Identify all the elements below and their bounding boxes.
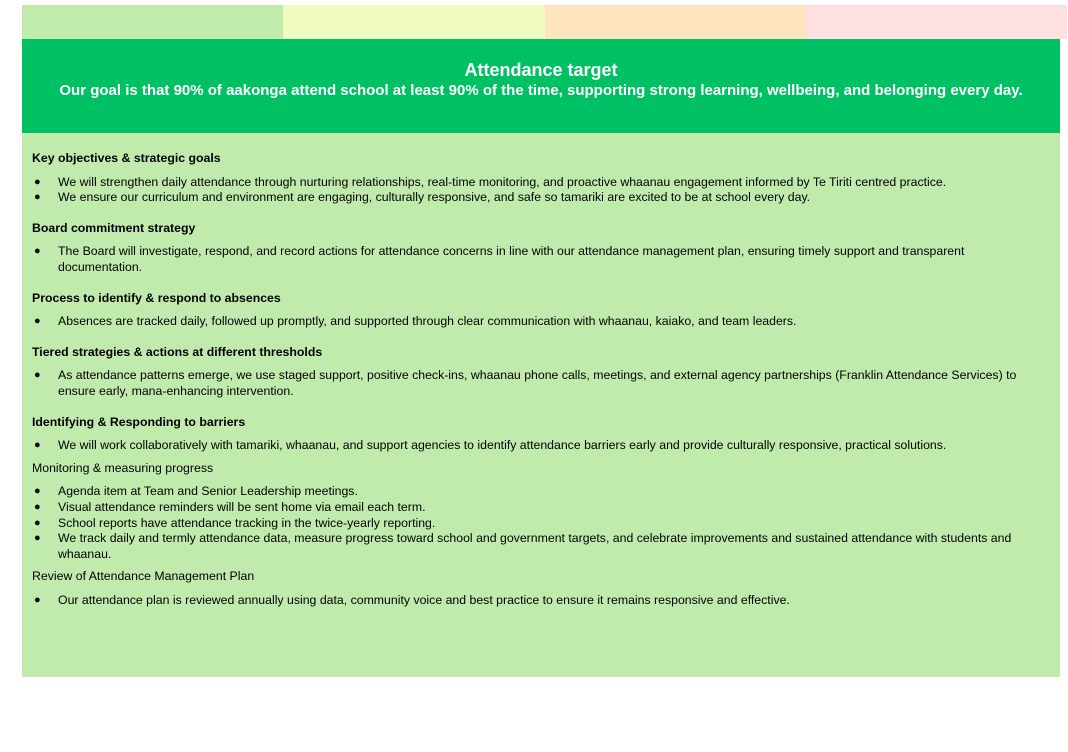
list-item-text: We will work collaboratively with tamariki, whaanau, and support agencies to identify attendance barriers early and provide culturally responsive, practical solutions. [58, 438, 947, 453]
list-item [32, 368, 1050, 399]
list-item [32, 175, 1050, 191]
section-heading: Board commitment strategy [32, 220, 196, 235]
bullet-icon: ● [34, 191, 41, 204]
list-item-text: Our attendance plan is reviewed annually using data, community voice and best practice to ensure it remains responsive and effective. [58, 592, 790, 607]
list-item-text: As attendance patterns emerge, we use staged support, positive check-ins, whaanau phone calls, meetings, and external agency partnerships (Franklin Attendance Services) to ensure early, mana-enhancing intervention. [58, 368, 1017, 398]
bullet-icon: ● [34, 500, 41, 513]
section-tiered-strategies [32, 345, 1050, 400]
color-band-yellow [283, 5, 544, 39]
bullet-icon: ● [34, 593, 41, 606]
banner-subtitle: Our goal is that 90% of aakonga attend school at least 90% of the time, supporting strong learning, wellbeing, and belonging every day. [59, 82, 1023, 99]
bullet-icon: ● [34, 315, 41, 328]
list-item-text: School reports have attendance tracking in the twice-yearly reporting. [58, 515, 436, 530]
bullet-icon: ● [34, 532, 41, 545]
section-heading: Process to identify & respond to absences [32, 290, 281, 305]
bullet-icon: ● [34, 485, 41, 498]
section-heading: Monitoring & measuring progress [32, 460, 214, 475]
list-item [32, 593, 1050, 609]
content-panel [22, 133, 1060, 677]
section-absence-process [32, 291, 1050, 330]
bullet-list [32, 314, 1050, 330]
bullet-list [32, 438, 1050, 454]
attendance-target-banner [22, 39, 1060, 133]
list-item [32, 244, 1050, 275]
section-review [32, 569, 1050, 608]
banner-title: Attendance target [464, 60, 618, 80]
bullet-list [32, 175, 1050, 206]
section-monitoring [32, 461, 1050, 563]
bullet-list [32, 368, 1050, 399]
list-item-text: We track daily and termly attendance data, measure progress toward school and government targets, and celebrate improvements and sustained attendance with students and whaanau. [58, 531, 1012, 561]
list-item-text: We will strengthen daily attendance through nurturing relationships, real-time monitoring, and proactive whaanau engagement informed by Te Tiriti centred practice. [58, 174, 947, 189]
list-item [32, 190, 1050, 206]
color-band-green [22, 5, 283, 39]
bullet-icon: ● [34, 516, 41, 529]
list-item-text: The Board will investigate, respond, and record actions for attendance concerns in line with our attendance management plan, ensuring timely support and transparent documentation. [58, 244, 965, 274]
bullet-icon: ● [34, 369, 41, 382]
bullet-icon: ● [34, 175, 41, 188]
list-item [32, 438, 1050, 454]
list-item [32, 484, 1050, 500]
section-heading: Tiered strategies & actions at different thresholds [32, 344, 323, 359]
color-band-orange [545, 5, 806, 39]
bullet-list [32, 244, 1050, 275]
list-item-text: We ensure our curriculum and environment are engaging, culturally responsive, and safe so tamariki are excited to be at school every day. [58, 190, 811, 205]
list-item [32, 500, 1050, 516]
color-band-pink [806, 5, 1067, 39]
section-barriers [32, 415, 1050, 454]
list-item [32, 314, 1050, 330]
bullet-list [32, 593, 1050, 609]
section-board-commitment [32, 221, 1050, 276]
color-band-strip [22, 5, 1067, 39]
section-key-objectives [32, 151, 1050, 206]
bullet-icon: ● [34, 245, 41, 258]
section-heading: Key objectives & strategic goals [32, 151, 221, 165]
list-item-text: Absences are tracked daily, followed up promptly, and supported through clear communication with whaanau, kaiako, and team leaders. [58, 314, 797, 329]
bullet-icon: ● [34, 439, 41, 452]
list-item [32, 531, 1050, 562]
section-heading: Identifying & Responding to barriers [32, 414, 246, 429]
list-item [32, 516, 1050, 532]
bullet-list [32, 484, 1050, 562]
section-heading: Review of Attendance Management Plan [32, 569, 255, 584]
list-item-text: Visual attendance reminders will be sent home via email each term. [58, 499, 426, 514]
list-item-text: Agenda item at Team and Senior Leadership meetings. [58, 484, 358, 499]
